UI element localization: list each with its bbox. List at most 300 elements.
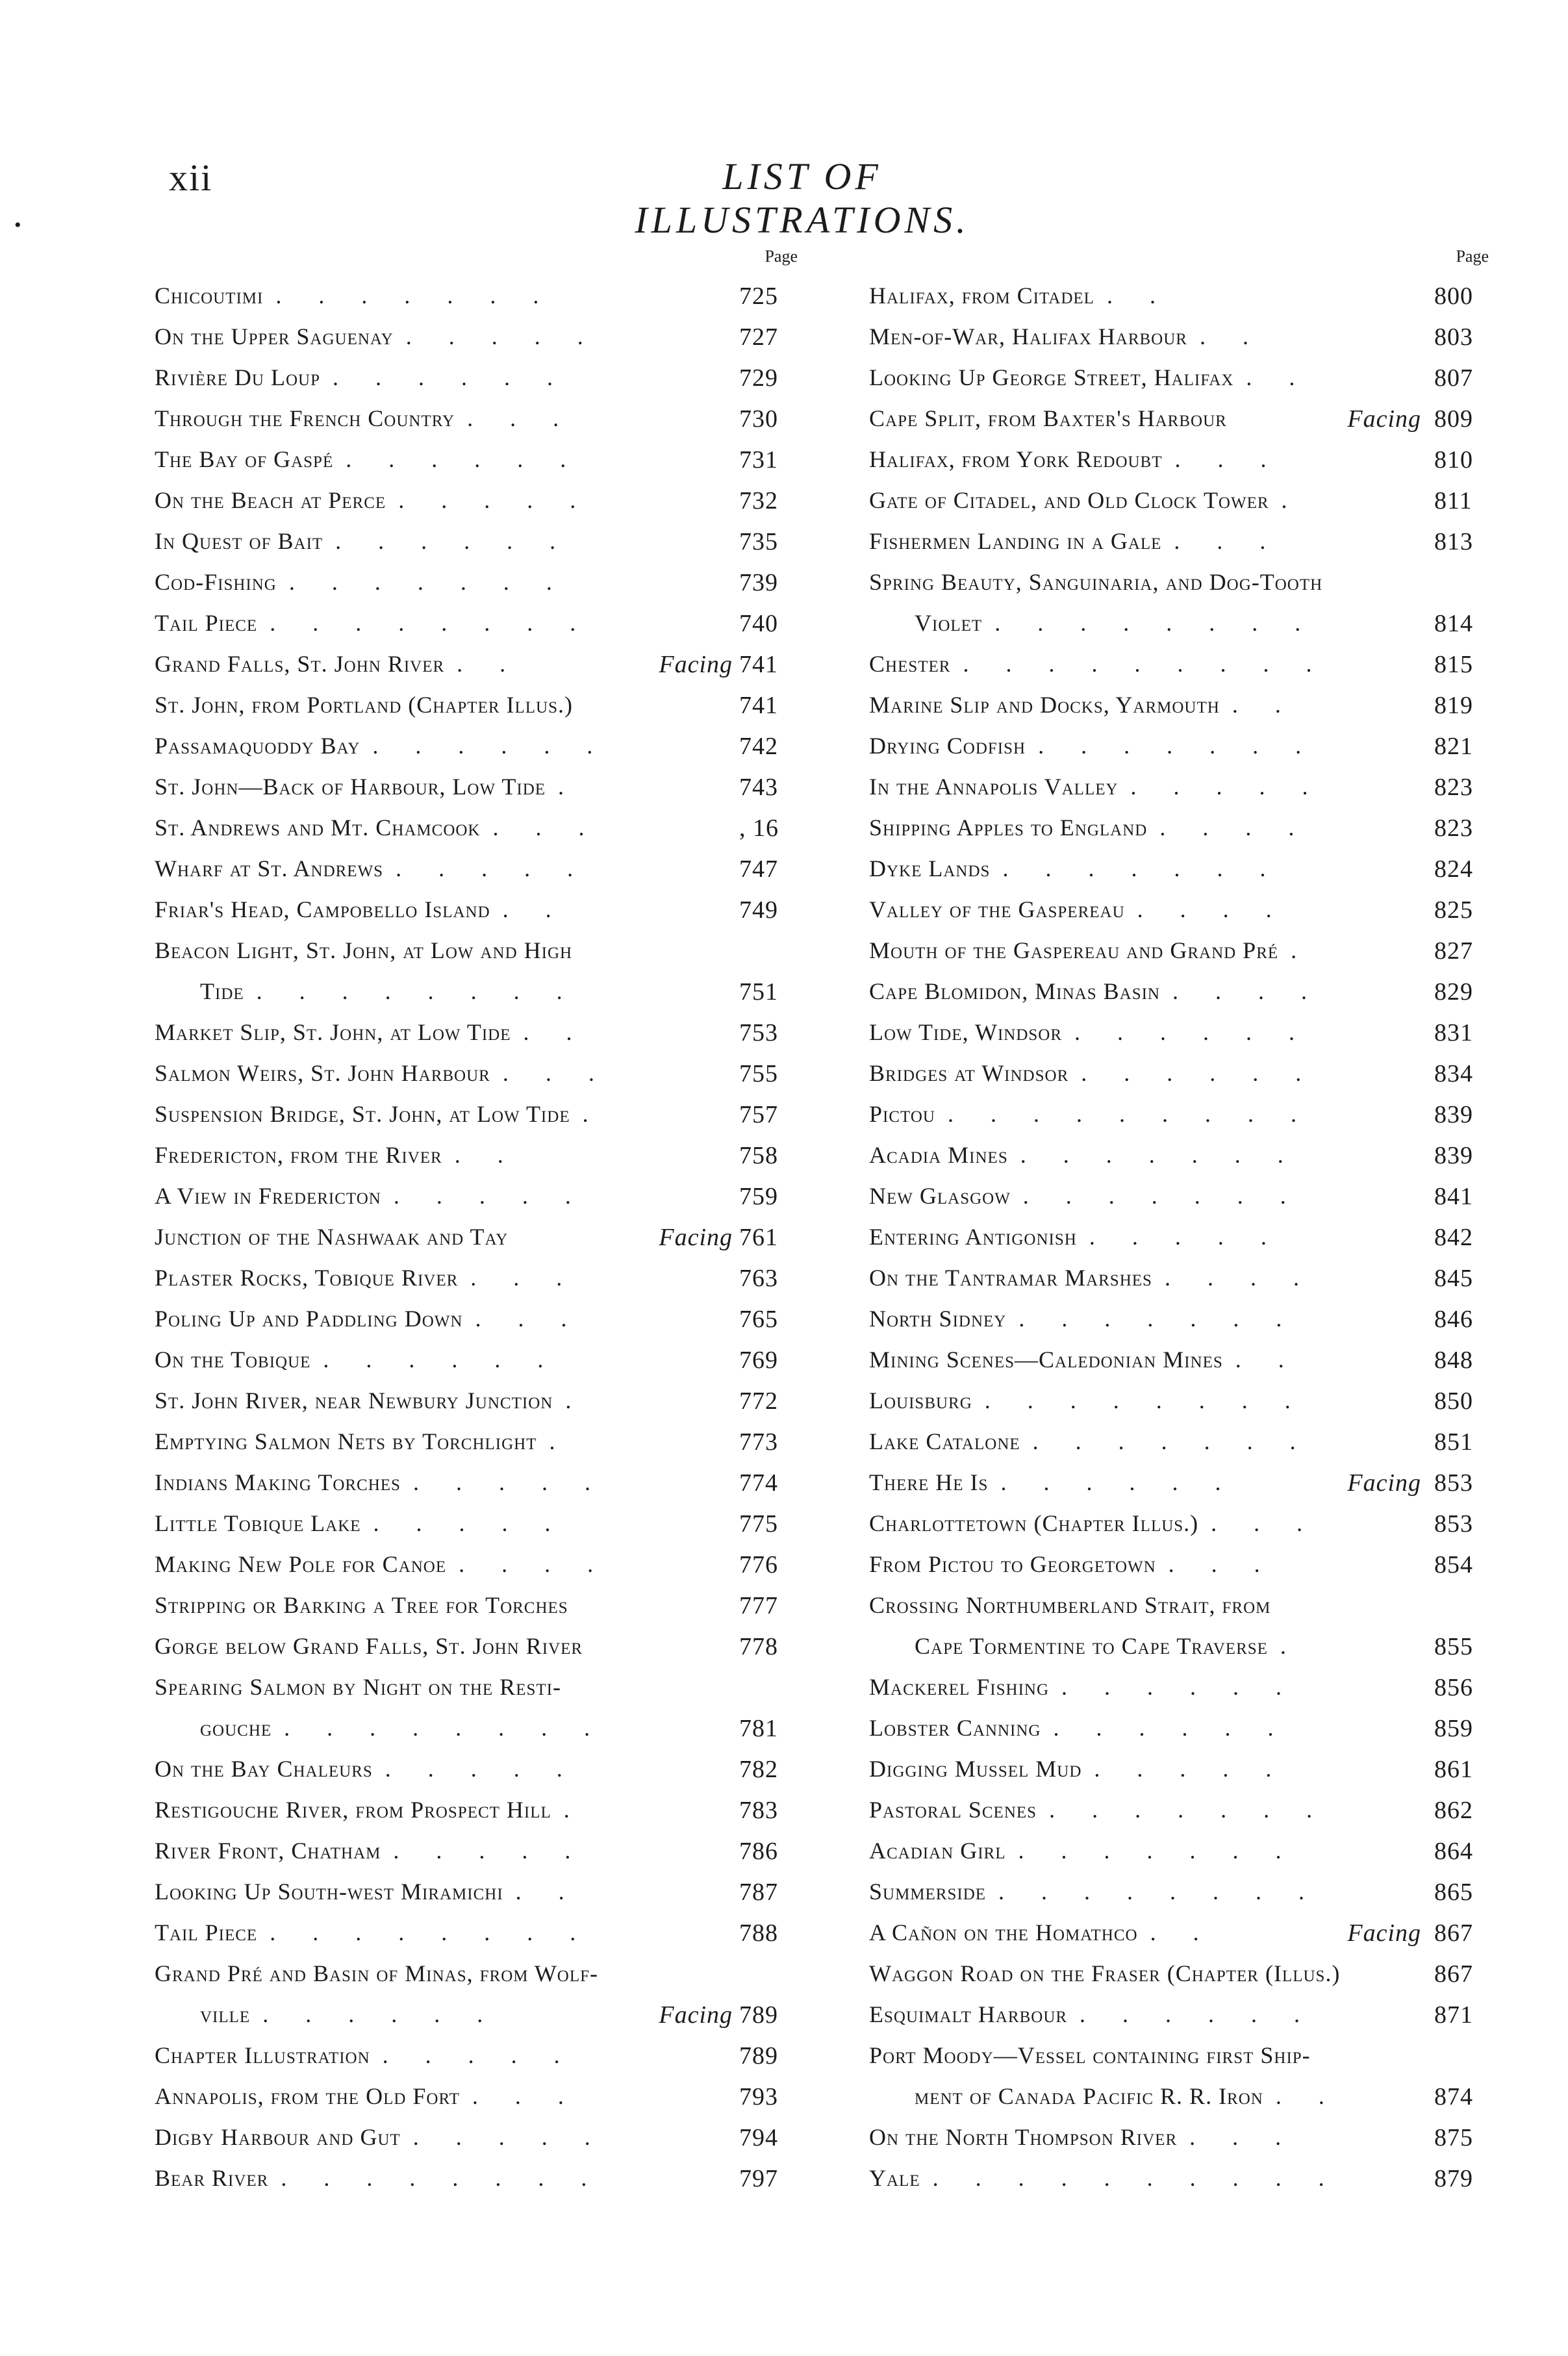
dot-leader: . — [1280, 1633, 1302, 1659]
entry-label — [869, 937, 1312, 964]
entry-page-number: 814 — [1434, 610, 1473, 637]
dot-leader: . . . . . — [412, 2124, 606, 2150]
entry-label — [869, 1796, 1328, 1823]
entry-label — [869, 1837, 1296, 1864]
entry-label — [155, 609, 591, 637]
entry-title: Acadia Mines — [869, 1142, 1008, 1168]
entry-title: Friar's Head, Campobello Island — [155, 896, 490, 922]
entry-page-number: 727 — [739, 323, 778, 351]
entry-page-number: 783 — [739, 1797, 778, 1824]
entry-label — [869, 1510, 1318, 1537]
entry-title: From Pictou to Georgetown — [869, 1551, 1156, 1577]
illustration-entry — [155, 1994, 804, 2035]
illustration-entry — [869, 1953, 1493, 1994]
entry-label — [869, 1714, 1289, 1742]
entry-title: Making New Pole for Canoe — [155, 1551, 447, 1577]
entry-title: On the North Thompson River — [869, 2124, 1178, 2150]
entry-title: Mouth of the Gaspereau and Grand Pré — [869, 937, 1279, 963]
illustration-entry — [155, 398, 804, 439]
entry-label — [155, 282, 554, 309]
entry-label — [869, 527, 1281, 555]
illustration-entry — [869, 1135, 1493, 1176]
entry-label — [155, 2164, 602, 2192]
dot-leader: . . . . . . — [1061, 1674, 1298, 1700]
entry-label — [869, 1059, 1317, 1087]
entry-label — [869, 2001, 1315, 2028]
entry-title: Bridges at Windsor — [869, 1060, 1069, 1086]
dot-leader: . . — [1150, 1919, 1215, 1945]
entry-page-number: 823 — [1434, 815, 1473, 842]
illustration-entry — [869, 1544, 1493, 1585]
illustration-entry — [155, 1626, 804, 1667]
dot-leader: . . . . — [1159, 815, 1310, 841]
illustration-entry — [869, 1830, 1493, 1871]
illustration-entry — [155, 726, 804, 766]
entry-page-number: 731 — [739, 446, 778, 474]
dot-leader: . . . . . . . . — [984, 1387, 1306, 1413]
entry-label — [155, 773, 579, 800]
entry-label — [155, 1755, 578, 1782]
entry-label — [155, 1837, 586, 1864]
entry-title: Restigouche River, from Prospect Hill — [155, 1797, 551, 1823]
entry-label — [869, 568, 1322, 596]
entry-title: Tide — [200, 978, 244, 1004]
entry-page-number: 859 — [1434, 1715, 1473, 1742]
entry-title: Valley of the Gaspereau — [869, 896, 1125, 922]
illustration-entry — [869, 521, 1493, 562]
entry-page-number: 871 — [1434, 2001, 1473, 2029]
illustration-entry — [869, 603, 1493, 644]
entry-label — [155, 1059, 610, 1087]
entry-label — [155, 1305, 582, 1332]
illustration-entry — [869, 316, 1493, 357]
dot-leader: . . . . . — [382, 2042, 575, 2068]
entry-label — [869, 1919, 1215, 1946]
dot-leader: . . . — [1174, 446, 1282, 472]
entry-title: ville — [200, 2001, 251, 2027]
dot-leader: . . . . . . . . — [270, 1919, 592, 1945]
dot-leader: . . . . — [1164, 1265, 1315, 1291]
illustration-entry — [155, 1953, 804, 1994]
entry-page-number: 751 — [739, 978, 778, 1006]
illustration-entry — [869, 480, 1493, 521]
dot-leader: . — [549, 1428, 571, 1454]
entry-label — [869, 896, 1287, 923]
entry-label — [869, 2042, 1311, 2069]
entry-page-number: 846 — [1434, 1306, 1473, 1333]
dot-leader: . — [558, 774, 580, 800]
dot-leader: . — [565, 1387, 587, 1413]
entry-page-number: 774 — [739, 1469, 778, 1497]
illustrations-column-left — [155, 247, 804, 2199]
illustration-entry — [155, 644, 804, 685]
entry-title: St. Andrews and Mt. Chamcook — [155, 815, 481, 841]
dot-leader: . . . — [502, 1060, 610, 1086]
dot-leader: . . . . . . — [1053, 1715, 1289, 1741]
entry-label — [869, 855, 1281, 882]
dot-leader: . . — [1199, 323, 1264, 349]
entry-title: Beacon Light, St. John, at Low and High — [155, 937, 573, 963]
illustration-entry — [155, 480, 804, 521]
entry-page-number: 742 — [739, 733, 778, 760]
dot-leader: . . . . . . . . — [270, 610, 592, 636]
dot-leader: . . — [1275, 2083, 1340, 2109]
entry-title: Gate of Citadel, and Old Clock Tower — [869, 487, 1269, 513]
entry-title: Yale — [869, 2165, 920, 2191]
entry-title: Through the French Country — [155, 405, 455, 431]
dot-leader: . — [1281, 487, 1303, 513]
entry-title: Annapolis, from the Old Fort — [155, 2083, 460, 2109]
entry-title: Grand Falls, St. John River — [155, 651, 445, 677]
entry-label — [155, 487, 591, 514]
stray-mark: • — [14, 214, 21, 236]
page-column-heading: Page — [765, 247, 798, 266]
entry-page-number: 853 — [1434, 1510, 1473, 1538]
entry-title: Louisburg — [869, 1387, 972, 1413]
illustration-entry — [869, 2117, 1493, 2158]
illustration-entry — [869, 1708, 1493, 1749]
facing-note: Facing — [659, 651, 733, 678]
dot-leader: . . . . . . — [1080, 2001, 1316, 2027]
entry-label — [869, 1387, 1306, 1414]
entry-label — [869, 1755, 1287, 1782]
entry-title: On the Upper Saguenay — [155, 323, 394, 349]
entry-title: Cape Split, from Baxter's Harbour — [869, 405, 1227, 431]
illustration-entry — [869, 1667, 1493, 1708]
entry-label — [155, 1510, 566, 1537]
illustration-entry — [155, 1012, 804, 1053]
entry-title: New Glasgow — [869, 1183, 1011, 1209]
entry-title: Looking Up George Street, Halifax — [869, 364, 1234, 390]
entry-title: Lake Catalone — [869, 1428, 1020, 1454]
entry-page-number: 856 — [1434, 1674, 1473, 1701]
entry-page-number: 740 — [739, 610, 778, 637]
entry-title: Violet — [915, 610, 983, 636]
entry-title: St. John River, near Newbury Junction — [155, 1387, 553, 1413]
entry-label — [869, 282, 1171, 309]
dot-leader: . . — [1232, 692, 1296, 718]
illustration-entry — [155, 1830, 804, 1871]
illustration-entry — [869, 357, 1493, 398]
illustration-entry — [869, 1790, 1493, 1830]
entry-title: Entering Antigonish — [869, 1224, 1077, 1250]
entry-title: Indians Making Torches — [155, 1469, 401, 1495]
entry-page-number: 743 — [739, 774, 778, 801]
entry-page-number: 739 — [739, 569, 778, 596]
entry-page-number: 864 — [1434, 1838, 1473, 1865]
entry-page-number: 761 — [739, 1224, 778, 1251]
entry-title: Esquimalt Harbour — [869, 2001, 1068, 2027]
dot-leader: . . . . . . . — [288, 569, 568, 595]
entry-label — [155, 405, 574, 432]
entry-label — [869, 1182, 1302, 1210]
dot-leader: . . . . . — [393, 1183, 587, 1209]
illustration-entry — [869, 1012, 1493, 1053]
illustration-entry — [869, 644, 1493, 685]
entry-label — [869, 1305, 1297, 1332]
facing-note: Facing — [659, 1224, 733, 1251]
entry-page-number: 841 — [1434, 1183, 1473, 1210]
entry-title: gouche — [200, 1715, 272, 1741]
entry-label — [869, 1141, 1299, 1169]
illustration-entry — [155, 1503, 804, 1544]
entry-page-number: 782 — [739, 1756, 778, 1783]
entry-label — [155, 1182, 587, 1210]
entry-title: Chapter Illustration — [155, 2042, 370, 2068]
entry-page-number: 819 — [1434, 692, 1473, 719]
illustration-entry — [869, 1912, 1493, 1953]
dot-leader: . . . . . . . . . — [947, 1101, 1312, 1127]
entry-label — [155, 527, 571, 555]
entry-title: On the Tobique — [155, 1347, 311, 1373]
entry-label — [869, 364, 1310, 391]
entry-title: Summerside — [869, 1879, 987, 1905]
entry-title: Charlottetown (Chapter Illus.) — [869, 1510, 1199, 1536]
entry-page-number: 845 — [1434, 1265, 1473, 1292]
dot-leader: . . . . . . — [1074, 1019, 1311, 1045]
illustration-entry — [155, 1708, 804, 1749]
illustration-entry — [869, 1871, 1493, 1912]
illustration-entry — [869, 2158, 1493, 2199]
entry-page-number: 778 — [739, 1633, 778, 1660]
entry-label — [155, 1100, 604, 1128]
entry-page-number: 810 — [1434, 446, 1473, 474]
illustration-entry — [869, 1994, 1493, 2035]
entry-title: Looking Up South-west Miramichi — [155, 1879, 503, 1905]
entry-page-number: 775 — [739, 1510, 778, 1538]
dot-leader: . . . . . . . . — [994, 610, 1317, 636]
entry-title: Junction of the Nashwaak and Tay — [155, 1224, 509, 1250]
entry-title: Chicoutimi — [155, 283, 264, 309]
entry-page-number: 823 — [1434, 774, 1473, 801]
illustration-entry — [155, 603, 804, 644]
entry-label — [155, 937, 572, 964]
entry-label — [155, 364, 568, 391]
entry-page-number: 741 — [739, 651, 778, 678]
illustration-entry — [155, 439, 804, 480]
entry-label — [155, 1591, 568, 1619]
entry-page-number: 839 — [1434, 1101, 1473, 1128]
entry-title: A View in Fredericton — [155, 1183, 381, 1209]
entry-page-number: 842 — [1434, 1224, 1473, 1251]
dot-leader: . . . . . — [1130, 774, 1324, 800]
entry-title: Pastoral Scenes — [869, 1797, 1037, 1823]
dot-leader: . . . . . . . . . — [963, 651, 1328, 677]
entry-label — [869, 732, 1317, 759]
entry-label — [869, 1223, 1282, 1250]
entry-label — [155, 1632, 583, 1660]
illustration-entry — [869, 562, 1493, 603]
dot-leader: . . . . . . — [1000, 1469, 1237, 1495]
entry-page-number: 800 — [1434, 283, 1473, 310]
entry-page-number: 772 — [739, 1387, 778, 1415]
entry-page-number: 839 — [1434, 1142, 1473, 1169]
dot-leader: . . — [1246, 364, 1311, 390]
entry-label — [155, 1141, 519, 1169]
entry-title: Chester — [869, 651, 951, 677]
dot-leader: . . . — [492, 815, 600, 841]
entry-label — [869, 1346, 1300, 1373]
entry-title: Emptying Salmon Nets by Torchlight — [155, 1428, 537, 1454]
illustration-entry — [869, 1380, 1493, 1421]
dot-leader: . . . . . . — [333, 364, 568, 390]
entry-page-number: 854 — [1434, 1551, 1473, 1578]
facing-note: Facing — [659, 2001, 733, 2029]
entry-title: In Quest of Bait — [155, 528, 323, 554]
illustration-entry — [155, 2035, 804, 2076]
entry-label — [200, 1714, 605, 1742]
entry-title: There He Is — [869, 1469, 989, 1495]
illustration-entry — [155, 1053, 804, 1094]
dot-leader: . . . . . — [385, 1756, 578, 1782]
entry-title: Halifax, from York Redoubt — [869, 446, 1163, 472]
entry-page-number: 829 — [1434, 978, 1473, 1006]
dot-leader: . . . . . — [1094, 1756, 1287, 1782]
dot-leader: . . . . . . — [372, 733, 609, 759]
entry-page-number: 824 — [1434, 855, 1473, 883]
illustration-entry — [155, 766, 804, 807]
illustration-entry — [155, 1135, 804, 1176]
entry-title: Poling Up and Paddling Down — [155, 1306, 463, 1332]
entry-title: On the Tantramar Marshes — [869, 1265, 1152, 1291]
illustration-entry — [869, 1503, 1493, 1544]
entry-label — [915, 2083, 1340, 2110]
dot-leader: . . — [515, 1879, 580, 1905]
entry-title: Spearing Salmon by Night on the Resti- — [155, 1674, 561, 1700]
illustration-entry — [869, 275, 1493, 316]
dot-leader: . . . — [1211, 1510, 1319, 1536]
entry-page-number: 850 — [1434, 1387, 1473, 1415]
facing-note: Facing — [1347, 405, 1421, 433]
illustration-entry — [869, 1053, 1493, 1094]
entry-label — [155, 1919, 591, 1946]
entry-title: A Cañon on the Homathco — [869, 1919, 1138, 1945]
entry-title: On the Bay Chaleurs — [155, 1756, 373, 1782]
entry-title: Drying Codfish — [869, 733, 1026, 759]
entry-title: Acadian Girl — [869, 1838, 1006, 1864]
entry-label — [200, 978, 578, 1005]
folio-number: xii — [169, 157, 213, 199]
entry-label — [155, 1264, 577, 1291]
dot-leader: . . . . . — [398, 487, 592, 513]
entry-label — [869, 1878, 1320, 1905]
entry-label — [155, 1469, 606, 1496]
entry-title: Shipping Apples to England — [869, 815, 1148, 841]
dot-leader: . . . — [467, 405, 575, 431]
entry-page-number: 765 — [739, 1306, 778, 1333]
dot-leader: . — [1291, 937, 1313, 963]
entry-title: Cape Tormentine to Cape Traverse — [915, 1633, 1268, 1659]
dot-leader: . . . — [470, 1265, 578, 1291]
entry-page-number: 797 — [739, 2165, 778, 2192]
entry-page-number: 763 — [739, 1265, 778, 1292]
illustration-entry — [869, 889, 1493, 930]
dot-leader: . . . . . . . . — [256, 978, 578, 1004]
entry-title: Tail Piece — [155, 610, 258, 636]
illustration-entry — [869, 930, 1493, 971]
entry-page-number: 809 — [1434, 405, 1473, 433]
entry-title: Pictou — [869, 1101, 935, 1127]
entry-page-number: 831 — [1434, 1019, 1473, 1046]
illustration-entry — [155, 1462, 804, 1503]
facing-note: Facing — [1347, 1469, 1421, 1497]
entry-page-number: 879 — [1434, 2165, 1473, 2192]
entry-label — [869, 691, 1296, 718]
entry-title: Port Moody—Vessel containing first Ship- — [869, 2042, 1311, 2068]
dot-leader: . . — [457, 651, 522, 677]
entry-label — [155, 1019, 588, 1046]
illustration-entry — [155, 316, 804, 357]
entry-page-number: 788 — [739, 1919, 778, 1947]
dot-leader: . — [563, 1797, 585, 1823]
entry-page-number: 851 — [1434, 1428, 1473, 1456]
entry-title: In the Annapolis Valley — [869, 774, 1119, 800]
illustration-entry — [869, 726, 1493, 766]
entry-page-number: 875 — [1434, 2124, 1473, 2151]
entry-label — [869, 2164, 1340, 2192]
entry-page-number: 803 — [1434, 323, 1473, 351]
page-column-heading: Page — [1456, 247, 1489, 266]
dot-leader: . . — [454, 1142, 519, 1168]
illustration-entry — [155, 930, 804, 971]
entry-page-number: 781 — [739, 1715, 778, 1742]
entry-page-number: 867 — [1434, 1919, 1473, 1947]
entry-label — [155, 1428, 571, 1455]
entry-page-number: 815 — [1434, 651, 1473, 678]
entry-label — [155, 1796, 585, 1823]
entry-title: Fishermen Landing in a Gale — [869, 528, 1162, 554]
dot-leader: . . . — [475, 1306, 583, 1332]
entry-title: Crossing Northumberland Strait, from — [869, 1592, 1271, 1618]
entry-title: Spring Beauty, Sanguinaria, and Dog-Tooth — [869, 569, 1323, 595]
dot-leader: . . — [1235, 1347, 1300, 1373]
entry-page-number: 753 — [739, 1019, 778, 1046]
dot-leader: . . — [502, 896, 567, 922]
entry-title: Plaster Rocks, Tobique River — [155, 1265, 459, 1291]
illustration-entry — [869, 848, 1493, 889]
illustration-entry — [155, 1421, 804, 1462]
entry-label — [869, 1960, 1340, 1987]
entry-page-number: 730 — [739, 405, 778, 433]
entry-title: Halifax, from Citadel — [869, 283, 1094, 309]
illustration-entry — [155, 1339, 804, 1380]
entry-title: Fredericton, from the River — [155, 1142, 442, 1168]
entry-label — [155, 2042, 575, 2069]
entry-page-number: 786 — [739, 1838, 778, 1865]
dot-leader: . . . . . . . — [275, 283, 555, 309]
entry-label — [155, 1551, 609, 1578]
dot-leader: . . . . . — [396, 855, 589, 881]
entry-page-number: 749 — [739, 896, 778, 924]
illustration-entry — [155, 1912, 804, 1953]
entry-label — [155, 323, 599, 350]
entry-title: Cod-Fishing — [155, 569, 277, 595]
entry-label — [155, 1673, 561, 1701]
entry-label — [155, 896, 567, 923]
entry-title: Digging Mussel Mud — [869, 1756, 1082, 1782]
entry-label — [155, 814, 600, 841]
entry-title: Low Tide, Windsor — [869, 1019, 1063, 1045]
dot-leader: . . . . . . . — [1038, 733, 1317, 759]
entry-title: Wharf at St. Andrews — [155, 855, 384, 881]
entry-label — [155, 1346, 559, 1373]
illustration-entry — [869, 1749, 1493, 1790]
dot-leader: . . — [1106, 283, 1171, 309]
dot-leader: . . . — [1189, 2124, 1297, 2150]
dot-leader: . . . . . — [373, 1510, 566, 1536]
entry-label — [155, 732, 608, 759]
entry-label — [155, 855, 588, 882]
